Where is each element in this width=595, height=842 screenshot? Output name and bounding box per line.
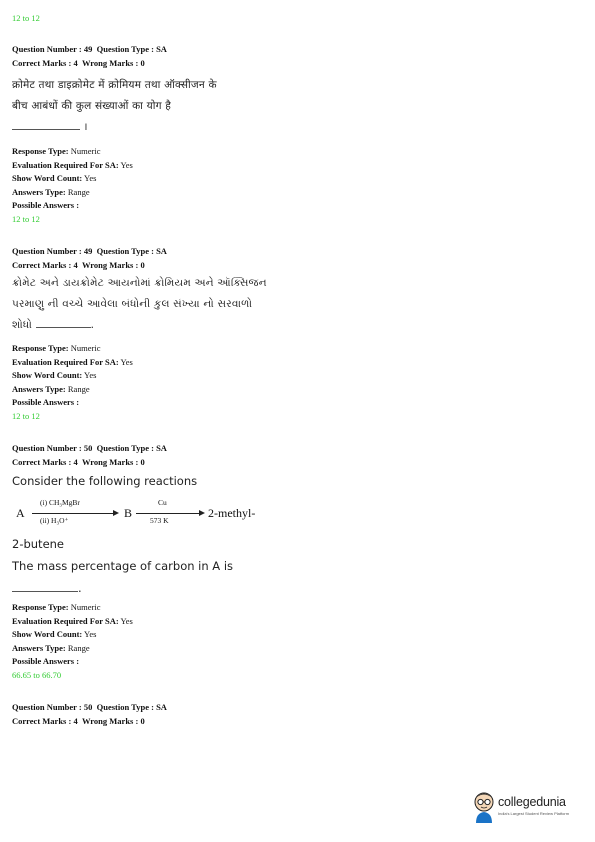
- reaction-scheme: [14, 498, 274, 528]
- question-header: [12, 43, 572, 70]
- question-header: Question Number : 49 Question Type : SA Correct Marks : 4 Wrong Marks : 0: [12, 246, 167, 270]
- wrong-marks-value: 0: [140, 57, 145, 68]
- intermediate-b: B: [124, 506, 133, 520]
- question-line: क्रोमेट तथा डाइक्रोमेट में क्रोमियम तथा ऑक्सीजन के: [12, 79, 217, 91]
- response-details: Response Type: Numeric Evaluation Required For SA: Yes Show Word Count: Yes Answers Type: Range Possible Answers : 12 to 12: [12, 342, 572, 423]
- possible-answer: 12 to 12: [12, 213, 40, 224]
- reaction-arrow: [32, 513, 114, 514]
- product: 2-methyl-: [208, 506, 256, 520]
- logo-wordmark: collegedunia: [498, 795, 566, 809]
- question-intro: Consider the following reactions: [12, 474, 198, 488]
- possible-answer: 66.65 to 66.70: [12, 669, 62, 680]
- reactant-a: A: [16, 506, 25, 520]
- logo-tagline: India's Largest Student Review Platform: [498, 811, 570, 816]
- answer-blank: [12, 581, 78, 592]
- answer-blank: [36, 317, 91, 328]
- correct-marks-label: Correct Marks :: [12, 57, 72, 68]
- question-header: Question Number : 50 Question Type : SA Correct Marks : 4 Wrong Marks : 0: [12, 443, 167, 467]
- question-text: [12, 75, 572, 138]
- possible-answer: 12 to 12: [12, 410, 40, 421]
- response-details: Response Type: Numeric Evaluation Required For SA: Yes Show Word Count: Yes Answers Type: Range Possible Answers : 66.65 to 66.70: [12, 601, 572, 682]
- qtype-label: Question Type :: [96, 44, 154, 54]
- response-details: Response Type: Numeric Evaluation Required For SA: Yes Show Word Count: Yes Answers Type: Range Possible Answers : 12 to 12: [12, 145, 572, 226]
- reagent-bottom-1: (ii) H₃O⁺: [40, 516, 69, 525]
- reagent-top-1: (i) CH₃MgBr: [40, 498, 80, 507]
- arrow-head: [199, 510, 205, 516]
- question-line: .: [12, 577, 572, 599]
- question-line: 2-butene: [12, 537, 65, 551]
- reagent-bottom-2: 573 K: [150, 516, 169, 525]
- question-header: Question Number : 50 Question Type : SA Correct Marks : 4 Wrong Marks : 0: [12, 702, 167, 726]
- qtype-value: SA: [156, 44, 167, 54]
- qnum-label: Question Number :: [12, 44, 82, 54]
- qnum-value: 49: [83, 44, 93, 54]
- question-line: શોધો .: [12, 319, 95, 331]
- student-mascot-icon: [470, 790, 498, 824]
- wrong-marks-label: Wrong Marks :: [81, 57, 139, 68]
- question-line: ।: [12, 117, 572, 138]
- answer-blank: [12, 119, 80, 130]
- collegedunia-logo: [470, 788, 590, 828]
- question-line: પરમાણુ ની વચ્ચે આવેલા બંધોની કુલ સંખ્યા નો સરવાળો: [12, 298, 253, 310]
- previous-possible-answer: 12 to 12: [12, 13, 40, 23]
- reaction-arrow: [136, 513, 200, 514]
- arrow-head: [113, 510, 119, 516]
- correct-marks-value: 4: [73, 57, 78, 68]
- question-text: [12, 533, 572, 599]
- question-line: ક્રોમેટ અને ડાયક્રોમેટ આયનોમાં ક્રોમિયમ અને ઑક્સિજન: [12, 277, 267, 289]
- question-text: [12, 273, 572, 336]
- question-line: बीच आबंधों की कुल संख्याओं का योग है: [12, 100, 172, 112]
- question-line: The mass percentage of carbon in A is: [12, 559, 234, 573]
- reagent-top-2: Cu: [158, 498, 167, 507]
